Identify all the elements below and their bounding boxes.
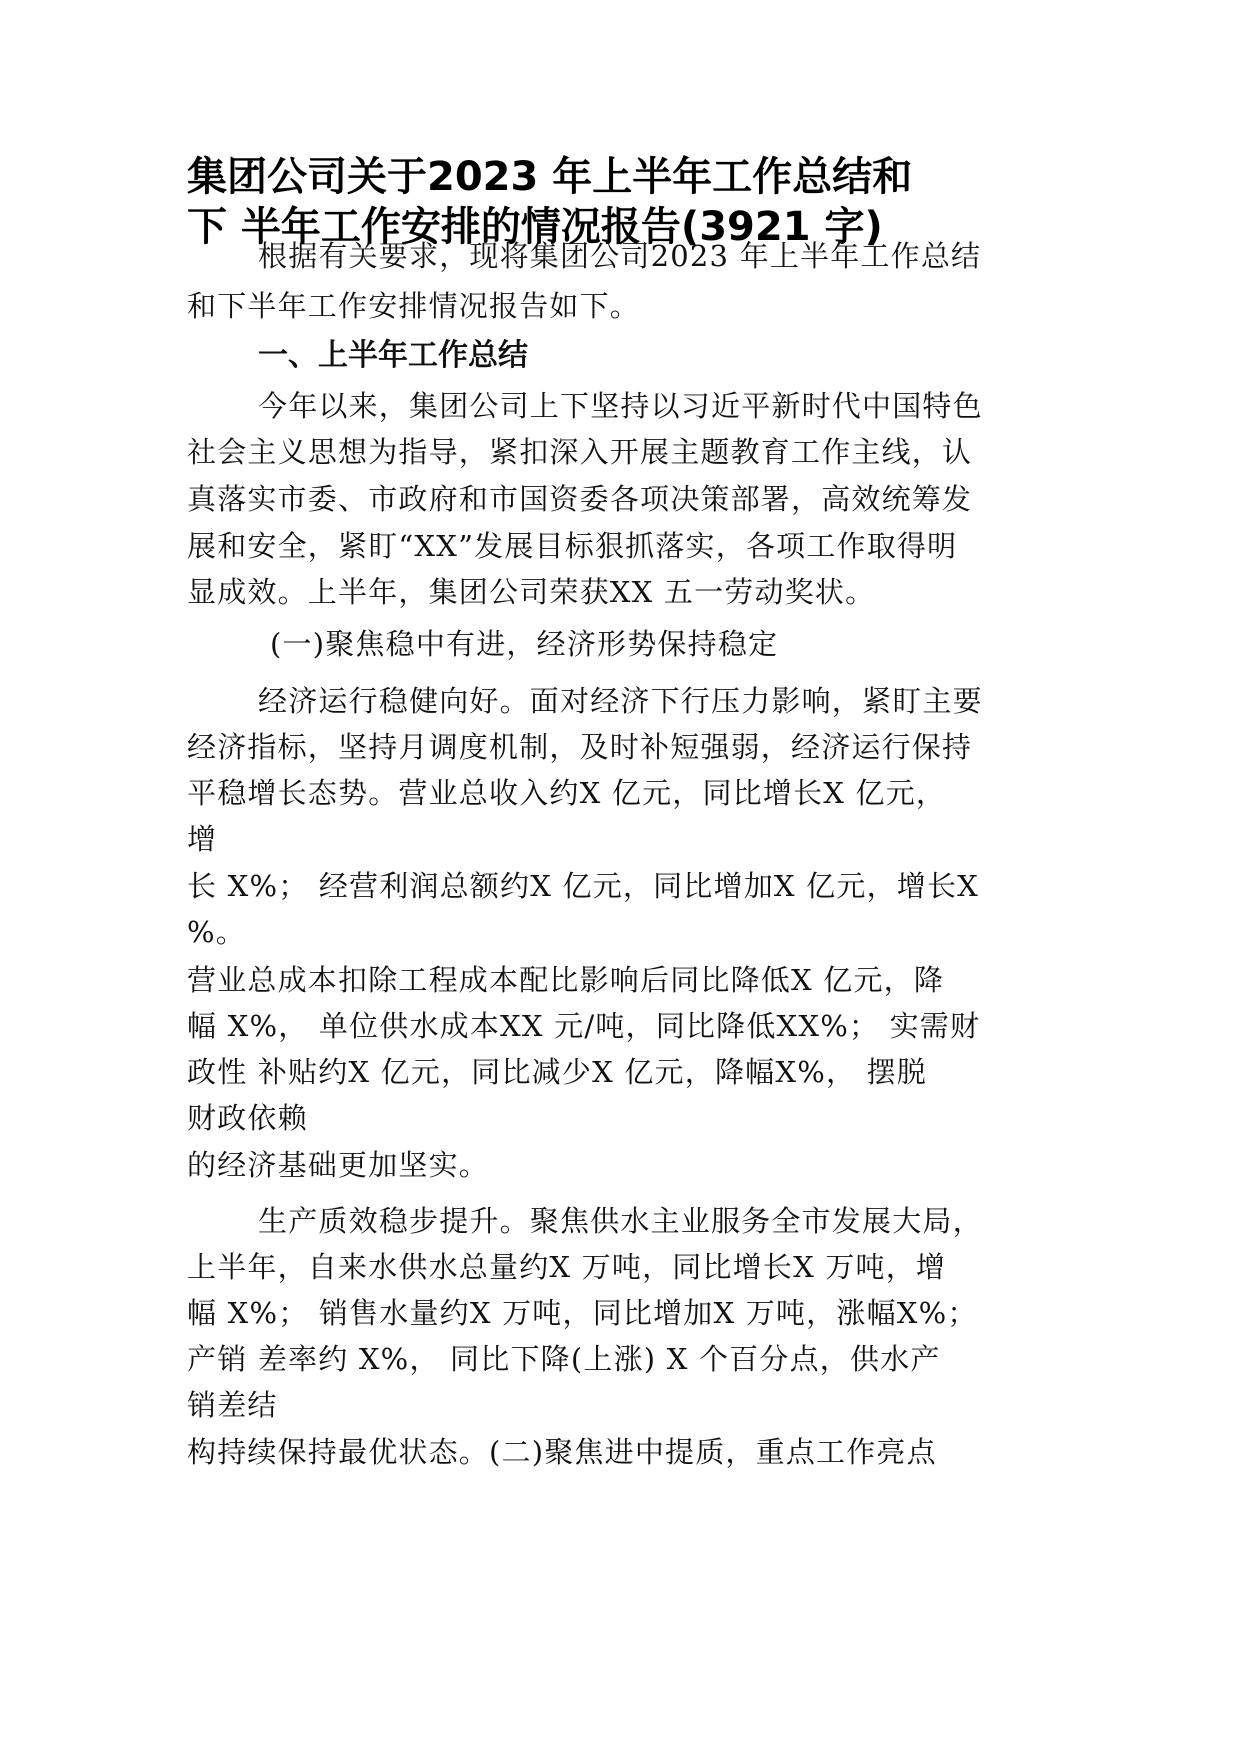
paragraph-line: 长 X%； 经营利润总额约X 亿元，同比增加X 亿元，增长X xyxy=(187,869,980,903)
paragraph-line: 销差结 xyxy=(187,1388,278,1422)
paragraph-line: 真落实市委、市政府和市国资委各项决策部署，高效统筹发 xyxy=(187,482,973,516)
paragraph-line: 财政依赖 xyxy=(187,1101,308,1135)
paragraph-line: 经济运行稳健向好。面对经济下行压力影响，紧盯主要 xyxy=(258,684,983,718)
paragraph-line: 展和安全，紧盯“XX”发展目标狠抓落实，各项工作取得明 xyxy=(187,529,958,563)
paragraph-line: 今年以来，集团公司上下坚持以习近平新时代中国特色 xyxy=(258,389,983,423)
paragraph-line: %。 xyxy=(187,915,246,949)
paragraph-line: 生产质效稳步提升。聚焦供水主业服务全市发展大局， xyxy=(258,1204,983,1238)
paragraph-line: 增 xyxy=(187,822,218,856)
paragraph-line: 构持续保持最优状态。(二)聚焦进中提质，重点工作亮点 xyxy=(187,1435,937,1469)
intro-line-1: 根据有关要求，现将集团公司2023 年上半年工作总结 xyxy=(258,239,982,273)
paragraph-line: 产销 差率约 X%， 同比下降(上涨) X 个百分点，供水产 xyxy=(187,1342,941,1376)
paragraph-line: 的经济基础更加坚实。 xyxy=(187,1148,490,1182)
paragraph-line: 经济指标，坚持月调度机制，及时补短强弱，经济运行保持 xyxy=(187,730,973,764)
section-heading-1: 一、上半年工作总结 xyxy=(258,338,528,373)
intro-line-2: 和下半年工作安排情况报告如下。 xyxy=(187,289,641,323)
paragraph-line: 上半年，自来水供水总量约X 万吨，同比增长X 万吨，增 xyxy=(187,1250,947,1284)
paragraph-line: 显成效。上半年，集团公司荣获XX 五一劳动奖状。 xyxy=(187,575,876,609)
paragraph-line: 幅 X%， 单位供水成本XX 元/吨，同比降低XX%； 实需财 xyxy=(187,1009,981,1043)
title-line-2: 下 半年工作安排的情况报告(3921 字) xyxy=(187,204,883,250)
paragraph-line: 营业总成本扣除工程成本配比影响后同比降低X 亿元，降 xyxy=(187,963,945,997)
paragraph-line: 幅 X%； 销售水量约X 万吨，同比增加X 万吨，涨幅X%； xyxy=(187,1296,978,1330)
paragraph-line: 平稳增长态势。营业总收入约X 亿元，同比增长X 亿元， xyxy=(187,776,947,810)
paragraph-line: 政性 补贴约X 亿元，同比减少X 亿元，降幅X%， 摆脱 xyxy=(187,1055,927,1089)
title-line-1: 集团公司关于2023 年上半年工作总结和 xyxy=(187,154,913,200)
subsection-heading-1: (一)聚焦稳中有进，经济形势保持稳定 xyxy=(270,627,779,661)
paragraph-line: 社会主义思想为指导，紧扣深入开展主题教育工作主线，认 xyxy=(187,435,973,469)
